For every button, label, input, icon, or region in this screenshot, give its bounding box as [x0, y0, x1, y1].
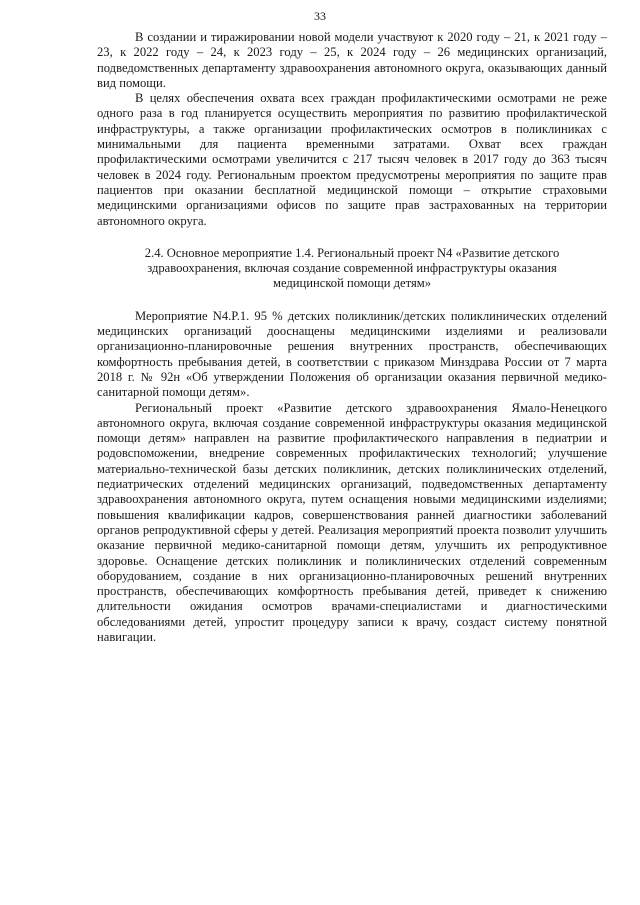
- paragraph-model-replication: В создании и тиражировании новой модели участвуют к 2020 году – 21, к 2021 году – 23, к 2022 году – 24, к 2023 году – 25, к 2024 году – 26 медицинских организаций, подведомственных департаменту здравоохранения автономного округа, оказывающих данный вид помощи.: [97, 30, 607, 90]
- paragraph-regional-project: Региональный проект «Развитие детского здравоохранения Ямало-Ненецкого автономного округа, включая создание современной инфраструктуры оказания медицинской помощи детям» направлен на развитие профилактического направления в педиатрии и родовспоможении, внедрение современных профилактических технологий; улучшение материально-технической базы детских поликлиник, детских поликлинических отделений, педиатрических отделений медицинских организаций, подведомственных департаменту здравоохранения автономного округа, путем оснащения новыми медицинскими изделиями; повышения квалификации кадров, совершенствования ранней диагностики заболеваний органов репродуктивной сферы у детей. Реализация мероприятий проекта позволит улучшить оказание первичной медико-санитарной помощи детям, улучшить их репродуктивное здоровье. Оснащение детских поликлиник и поликлинических отделений современным оборудованием, создание в них организационно-планировочных решений внутренних пространств, обеспечивающих комфортность пребывания детей, приведет к снижению длительности ожидания осмотров врачами-специалистами и диагностическими обследованиями детей, упростит процедуру записи к врачу, создаст систему понятной навигации.: [97, 400, 607, 644]
- section-heading: 2.4. Основное мероприятие 1.4. Региональный проект N4 «Развитие детского здравоохранения, включая создание современной инфраструктуры оказания медицинской помощи детям»: [144, 245, 560, 291]
- paragraph-preventive-checkups: В целях обеспечения охвата всех граждан профилактическими осмотрами не реже одного раза в год планируется осуществить мероприятия по развитию профилактической инфраструктуры, а также организации профилактических осмотров в поликлиниках с минимальными для пациента временными затратами. Охват всех граждан профилактическими осмотрами увеличится с 217 тысяч человек в 2017 году до 363 тысяч человек в 2024 году. Региональным проектом предусмотрены мероприятия по защите прав пациентов при оказании бесплатной медицинской помощи – открытие страховыми медицинскими организациями офисов по защите прав застрахованных на территории автономного округа.: [97, 91, 607, 228]
- page-content: [97, 30, 607, 645]
- page-number: 33: [314, 9, 326, 23]
- paragraph-measure-n4-p1: Мероприятие N4.Р.1. 95 % детских поликлиник/детских поликлинических отделений медицинских организаций дооснащены медицинскими изделиями и реализовали организационно-планировочные решения внутренних пространств, обеспечивающих комфортность пребывания детей, в соответствии с приказом Минздрава России от 7 марта 2018 г. № 92н «Об утверждении Положения об организации оказания первичной медико-санитарной помощи детям».: [97, 308, 607, 400]
